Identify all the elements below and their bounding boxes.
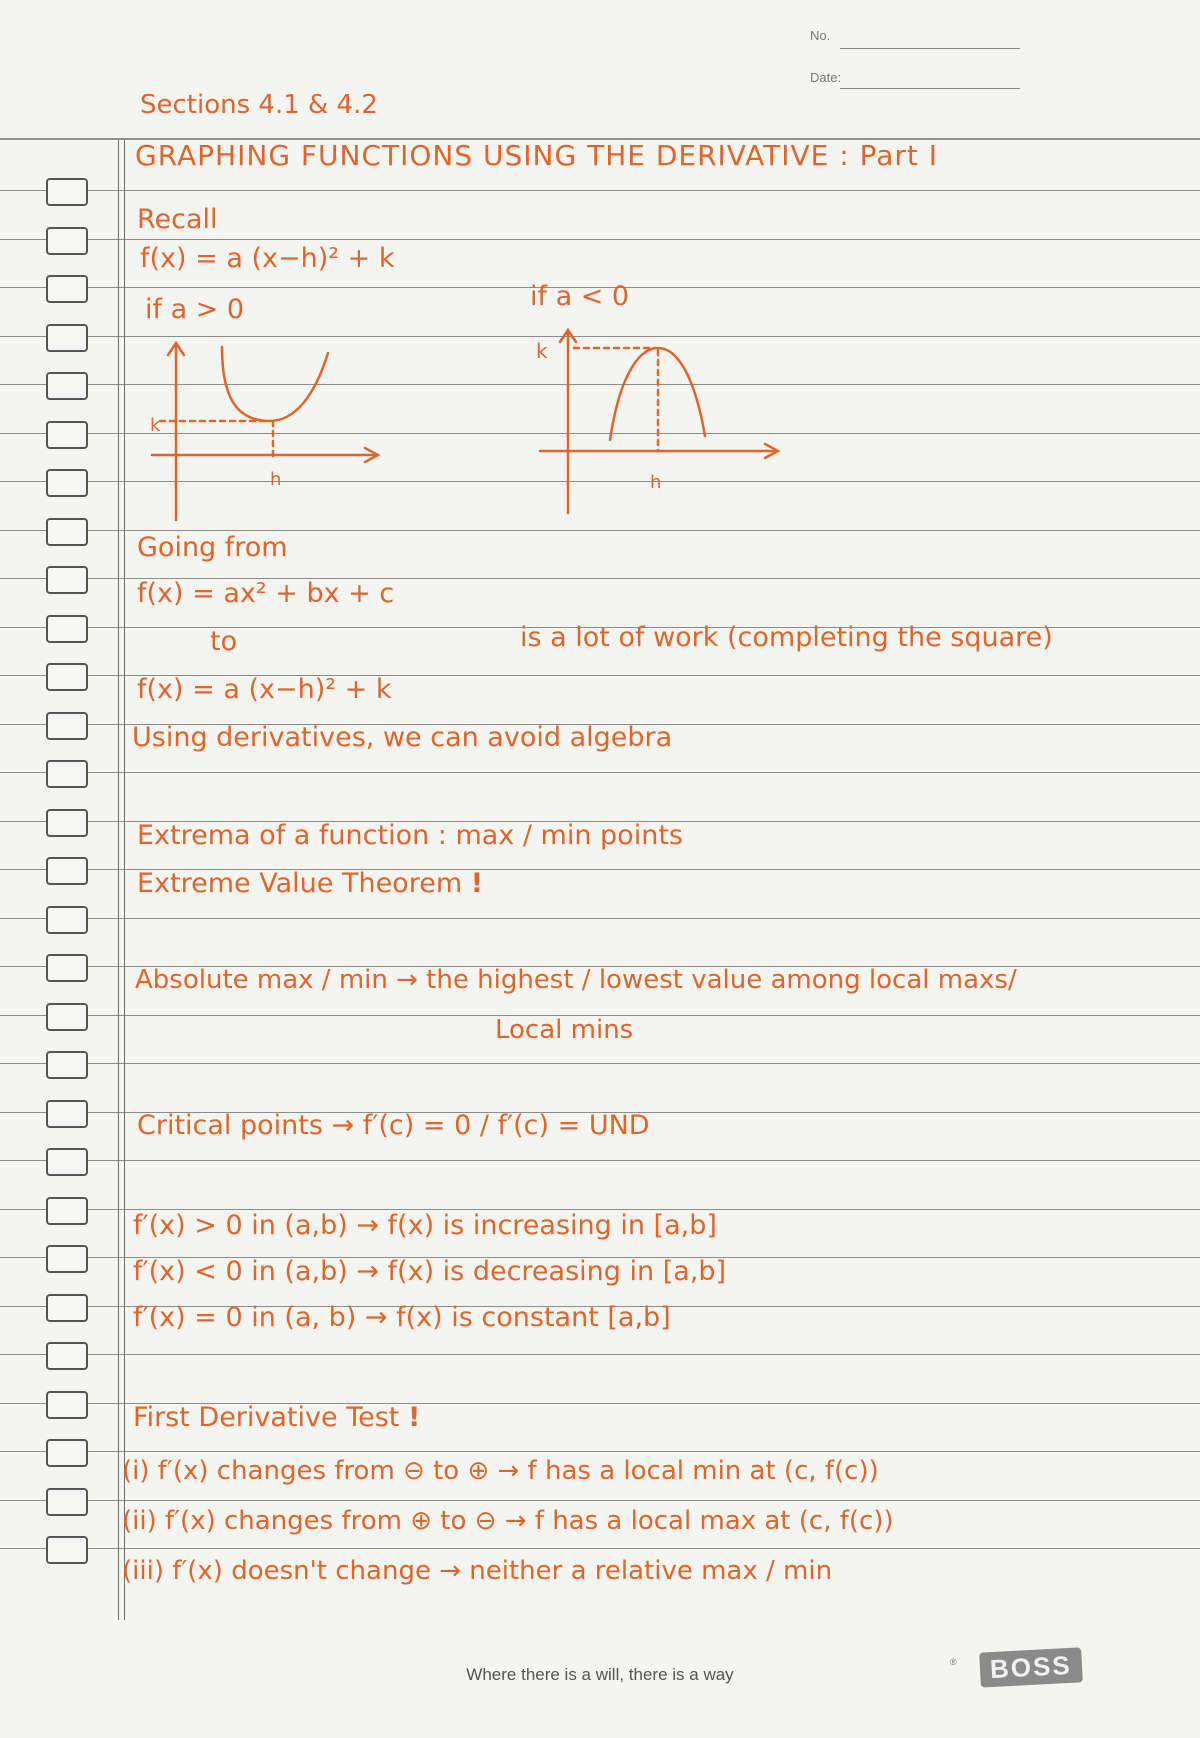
date-label: Date: bbox=[810, 70, 842, 85]
page-title: GRAPHING FUNCTIONS USING THE DERIVATIVE : Part I bbox=[135, 139, 939, 172]
graph-downward-parabola bbox=[530, 318, 790, 518]
critical-points-definition: Critical points → f′(c) = 0 / f′(c) = UND bbox=[137, 1110, 650, 1141]
ruled-line bbox=[0, 918, 1200, 919]
index-tab bbox=[46, 178, 88, 206]
brand-logo: BOSS bbox=[979, 1647, 1082, 1687]
index-tab bbox=[46, 712, 88, 740]
index-tab bbox=[46, 1439, 88, 1467]
index-tab bbox=[46, 1536, 88, 1564]
ruled-line bbox=[0, 1160, 1200, 1161]
fdt-heading bbox=[133, 1404, 420, 1431]
index-tab bbox=[46, 518, 88, 546]
index-tab bbox=[46, 1245, 88, 1273]
brand-tag: ® bbox=[950, 1657, 957, 1667]
index-tab bbox=[46, 1148, 88, 1176]
absolute-definition-line1: Absolute max / min → the highest / lowest value among local maxs/ bbox=[135, 965, 1017, 995]
index-tab bbox=[46, 324, 88, 352]
constant-rule: f′(x) = 0 in (a, b) → f(x) is constant [a,b] bbox=[133, 1302, 671, 1333]
fdt-title: First Derivative Test bbox=[133, 1402, 400, 1433]
ruled-line bbox=[0, 772, 1200, 773]
index-tab bbox=[46, 421, 88, 449]
index-tab bbox=[46, 1294, 88, 1322]
date-line bbox=[840, 88, 1020, 89]
index-tab bbox=[46, 954, 88, 982]
index-tab bbox=[46, 1100, 88, 1128]
evt-exclamation: ! bbox=[470, 868, 484, 899]
index-tab bbox=[46, 1342, 88, 1370]
index-tab bbox=[46, 275, 88, 303]
index-tab bbox=[46, 809, 88, 837]
vertex-form-2: f(x) = a (x−h)² + k bbox=[137, 674, 392, 705]
footer-motto: Where there is a will, there is a way bbox=[466, 1665, 734, 1684]
lot-of-work-note: is a lot of work (completing the square) bbox=[520, 622, 1053, 653]
ruled-line bbox=[0, 530, 1200, 531]
index-tab bbox=[46, 372, 88, 400]
ruled-line bbox=[0, 1500, 1200, 1501]
ruled-line bbox=[0, 190, 1200, 191]
ruled-line bbox=[0, 1548, 1200, 1549]
index-tab bbox=[46, 906, 88, 934]
index-tab bbox=[46, 227, 88, 255]
index-tab bbox=[46, 469, 88, 497]
case-a-negative: if a < 0 bbox=[530, 281, 630, 312]
index-tab bbox=[46, 1391, 88, 1419]
index-tab bbox=[46, 760, 88, 788]
index-tab bbox=[46, 663, 88, 691]
vertex-form: f(x) = a (x−h)² + k bbox=[140, 243, 395, 274]
evt-line bbox=[137, 870, 483, 897]
decreasing-rule: f′(x) < 0 in (a,b) → f(x) is decreasing in [a,b] bbox=[133, 1256, 727, 1287]
standard-form: f(x) = ax² + bx + c bbox=[137, 578, 395, 609]
graph-pos-k-label: k bbox=[150, 415, 161, 436]
index-tab bbox=[46, 1051, 88, 1079]
ruled-line bbox=[0, 1451, 1200, 1452]
recall-label: Recall bbox=[137, 204, 218, 235]
index-tab bbox=[46, 857, 88, 885]
extrema-definition: Extrema of a function : max / min points bbox=[137, 820, 683, 851]
margin-line-inner bbox=[124, 140, 125, 1620]
no-line bbox=[840, 48, 1020, 49]
index-tab bbox=[46, 1197, 88, 1225]
graph-pos-h-label: h bbox=[270, 469, 282, 490]
no-label: No. bbox=[810, 28, 831, 43]
ruled-line bbox=[0, 1063, 1200, 1064]
index-tab bbox=[46, 1488, 88, 1516]
ruled-line bbox=[0, 1354, 1200, 1355]
fdt-case-1: (i) f′(x) changes from ⊖ to ⊕ → f has a local min at (c, f(c)) bbox=[122, 1456, 879, 1486]
to-label: to bbox=[210, 626, 238, 657]
fdt-case-3: (iii) f′(x) doesn't change → neither a relative max / min bbox=[122, 1556, 833, 1586]
index-tab bbox=[46, 615, 88, 643]
margin-line bbox=[118, 140, 119, 1620]
ruled-line bbox=[0, 239, 1200, 240]
absolute-definition-line2: Local mins bbox=[495, 1015, 634, 1045]
graph-upward-parabola bbox=[140, 335, 400, 525]
fdt-exclamation: ! bbox=[407, 1402, 421, 1433]
upward-parabola-curve bbox=[222, 347, 328, 421]
going-from-label: Going from bbox=[137, 532, 288, 563]
case-a-positive: if a > 0 bbox=[145, 294, 245, 325]
using-derivatives-note: Using derivatives, we can avoid algebra bbox=[132, 722, 673, 753]
fdt-case-2: (ii) f′(x) changes from ⊕ to ⊖ → f has a local max at (c, f(c)) bbox=[122, 1506, 894, 1536]
index-tab bbox=[46, 566, 88, 594]
sections-heading: Sections 4.1 & 4.2 bbox=[140, 90, 378, 120]
graph-neg-k-label: k bbox=[536, 339, 548, 363]
increasing-rule: f′(x) > 0 in (a,b) → f(x) is increasing in [a,b] bbox=[133, 1210, 717, 1241]
graph-neg-h-label: h bbox=[650, 472, 662, 493]
evt-label: Extreme Value Theorem bbox=[137, 868, 463, 899]
index-tab bbox=[46, 1003, 88, 1031]
